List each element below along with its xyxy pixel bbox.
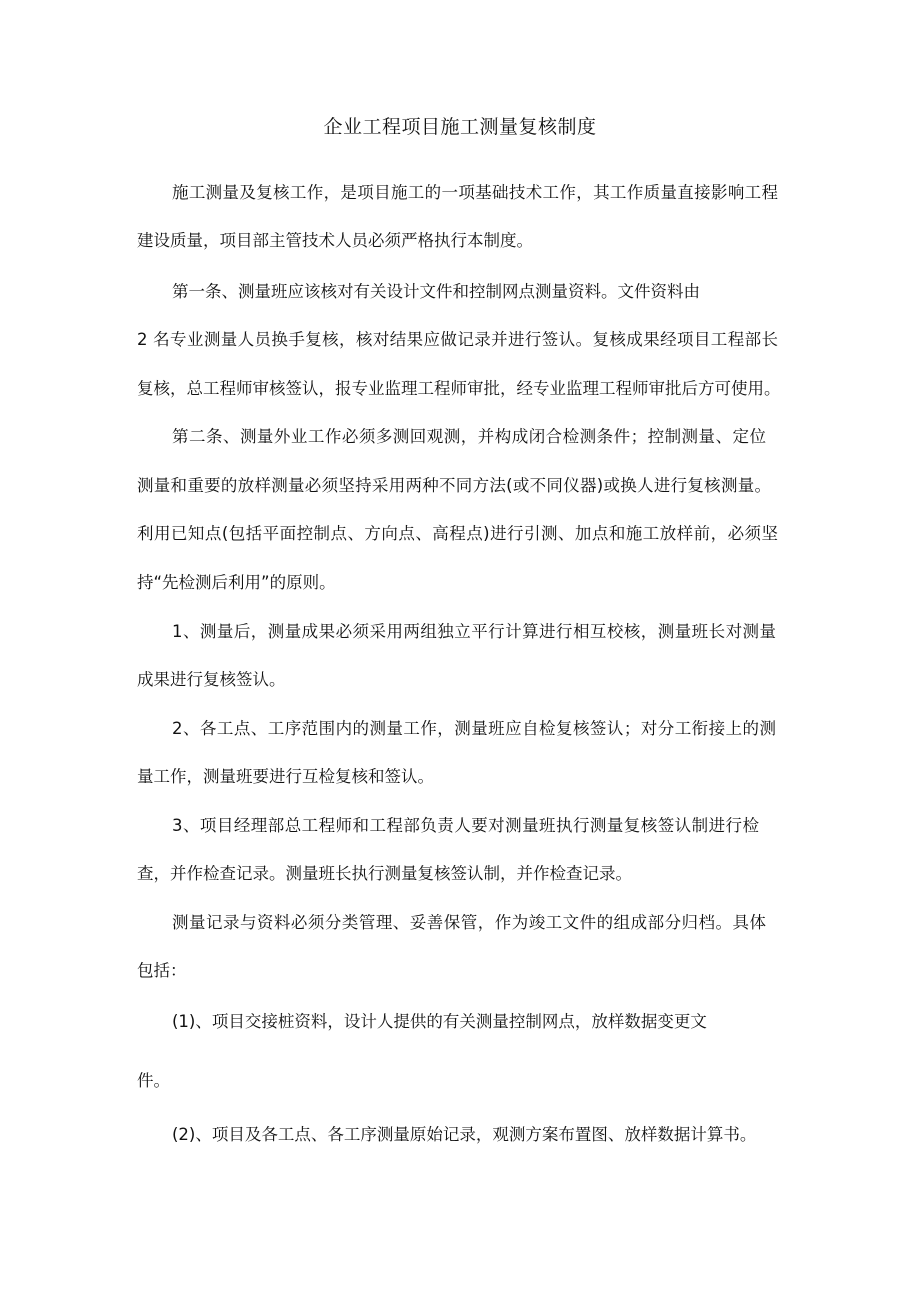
- paragraph-line: 量工作，测量班要进行互检复核和签认。: [137, 767, 434, 786]
- paragraph-line: 查，并作检查记录。测量班长执行测量复核签认制，并作检查记录。: [137, 864, 632, 883]
- paragraph-line: 测量记录与资料必须分类管理、妥善保管，作为竣工文件的组成部分归档。具体: [172, 913, 766, 932]
- paragraph-line: 2 名专业测量人员换手复核，核对结果应做记录并进行签认。复核成果经项目工程部长: [137, 330, 778, 349]
- paragraph-line: 第一条、测量班应该核对有关设计文件和控制网点测量资料。文件资料由: [172, 282, 700, 301]
- paragraph-line: 包括：: [137, 961, 187, 980]
- paragraph-line: 利用已知点(包括平面控制点、方向点、高程点)进行引测、加点和施工放样前，必须坚: [137, 524, 778, 543]
- paragraph-line: (1)、项目交接桩资料，设计人提供的有关测量控制网点，放样数据变更文: [172, 1012, 707, 1031]
- paragraph-line: 施工测量及复核工作，是项目施工的一项基础技术工作，其工作质量直接影响工程: [172, 183, 778, 202]
- paragraph-line: (2)、项目及各工点、各工序测量原始记录，观测方案布置图、放样数据计算书。: [172, 1125, 757, 1144]
- paragraph-line: 成果进行复核签认。: [137, 670, 286, 689]
- paragraph-line: 第二条、测量外业工作必须多测回观测，并构成闭合检测条件；控制测量、定位: [172, 427, 766, 446]
- paragraph-line: 测量和重要的放样测量必须坚持采用两种不同方法(或不同仪器)或换人进行复核测量。: [137, 476, 771, 495]
- paragraph-line: 复核，总工程师审核签认，报专业监理工程师审批，经专业监理工程师审批后方可使用。: [137, 379, 781, 398]
- paragraph-line: 1、测量后，测量成果必须采用两组独立平行计算进行相互校核，测量班长对测量: [172, 622, 776, 641]
- paragraph-line: 3、项目经理部总工程师和工程部负责人要对测量班执行测量复核签认制进行检: [172, 816, 759, 835]
- document-title: 企业工程项目施工测量复核制度: [323, 116, 597, 138]
- paragraph-line: 件。: [137, 1071, 170, 1090]
- paragraph-line: 2、各工点、工序范围内的测量工作，测量班应自检复核签认；对分工衔接上的测: [172, 719, 776, 738]
- paragraph-line: 持“先检测后利用”的原则。: [137, 573, 336, 592]
- paragraph-line: 建设质量，项目部主管技术人员必须严格执行本制度。: [137, 231, 533, 250]
